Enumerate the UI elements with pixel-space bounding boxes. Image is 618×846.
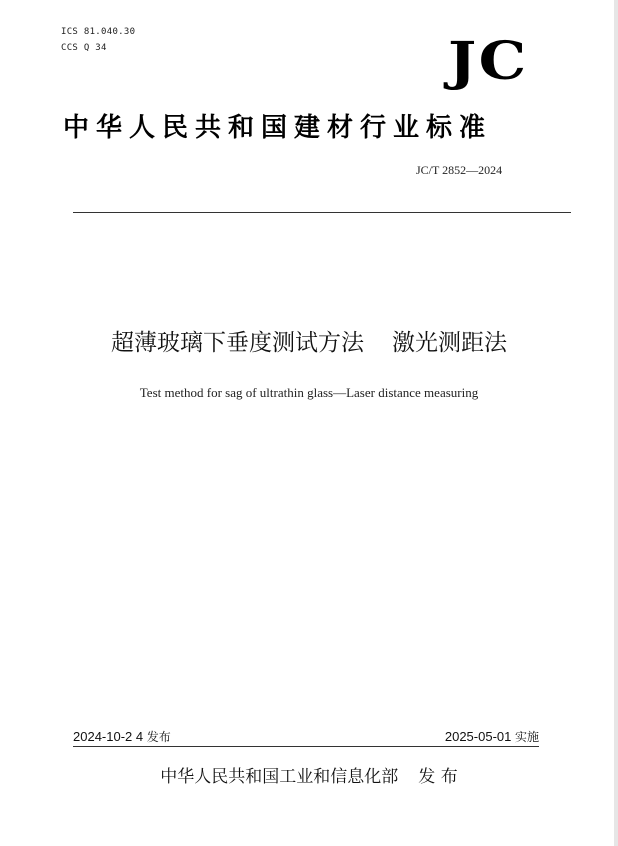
implement-date: 2025-05-01 (444, 729, 512, 744)
page-edge-shadow (614, 0, 618, 846)
implement-date-block (445, 728, 539, 746)
publish-date: 2024-10-2 4 (73, 729, 144, 744)
date-line (73, 728, 539, 746)
issuer-name: 中华人民共和国工业和信息化部 (160, 767, 399, 787)
chinese-title-main: 超薄玻璃下垂度测试方法 (111, 330, 364, 356)
ics-code: ICS 81.040.30 (61, 27, 136, 37)
issuer-line (0, 764, 618, 790)
chinese-title-sub: 激光测距法 (392, 330, 507, 356)
footer-divider (73, 746, 539, 747)
jc-logo: JC (448, 31, 529, 92)
header-divider (73, 212, 571, 213)
industry-standard-title: 中华人民共和国建材行业标准 (63, 113, 493, 143)
chinese-title (0, 326, 618, 360)
implement-label: 实施 (514, 730, 539, 744)
publish-label: 发布 (146, 730, 171, 744)
classification-codes (61, 24, 135, 56)
ccs-code: CCS Q 34 (61, 43, 107, 53)
publish-date-block (73, 728, 171, 746)
english-title: Test method for sag of ultrathin glass—Laser distance measuring (139, 385, 479, 400)
standard-number: JC/T 2852—2024 (416, 163, 503, 177)
issuer-action: 发 布 (418, 767, 458, 787)
